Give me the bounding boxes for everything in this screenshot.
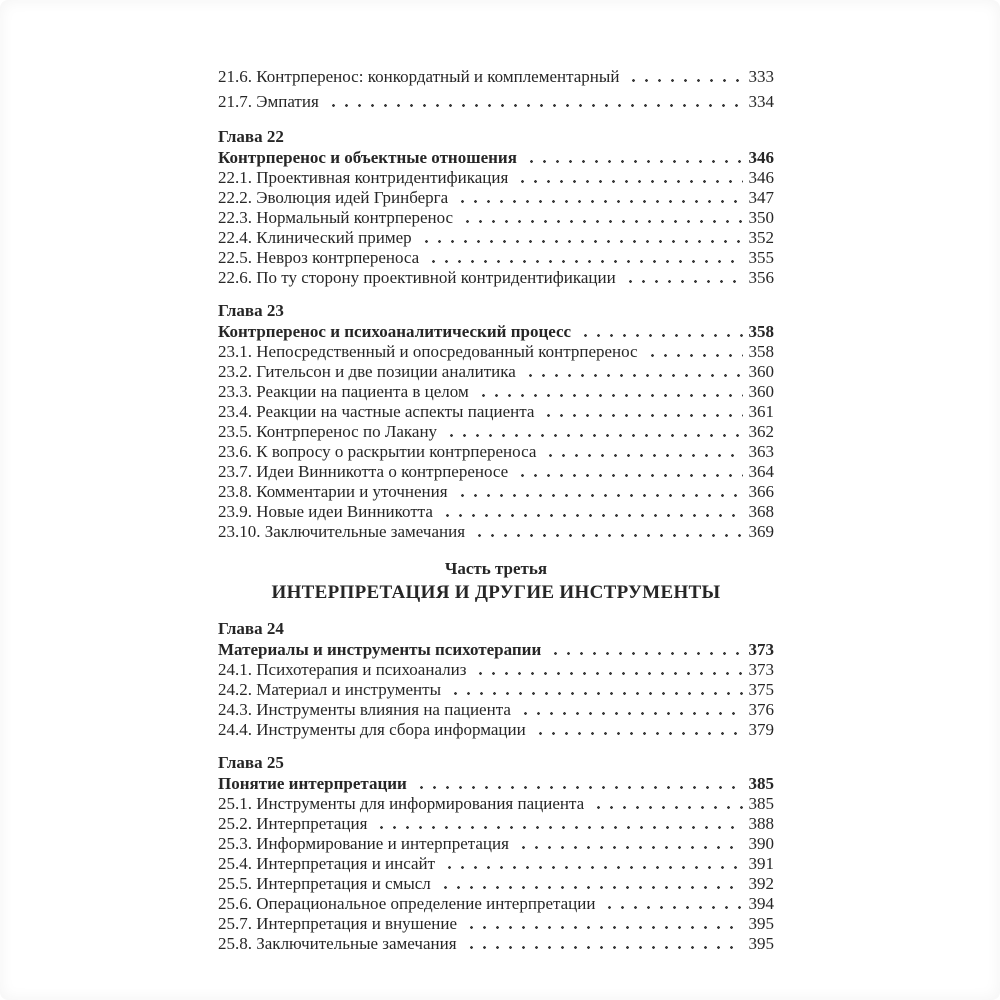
chapter-heading: Глава 24: [218, 619, 284, 638]
dot-leader-icon: [375, 826, 742, 829]
toc-entry-label: 22.5. Невроз контрпереноса: [218, 248, 420, 267]
chapter-title-label: Понятие интерпретации: [218, 774, 407, 793]
toc-entry-page: 369: [748, 522, 774, 541]
toc-entry: [218, 720, 774, 740]
toc-entry-page: 394: [748, 894, 774, 913]
toc-entry: [218, 382, 774, 402]
toc-entry: [218, 482, 774, 502]
dot-leader-icon: [603, 906, 742, 909]
toc-entry-label: 25.7. Интерпретация и внушение: [218, 914, 458, 933]
toc-entry: [218, 442, 774, 462]
toc-entry-label: 22.2. Эволюция идей Гринберга: [218, 188, 449, 207]
dot-leader-icon: [420, 240, 743, 243]
dot-leader-icon: [327, 104, 743, 107]
toc-entry-label: 25.3. Информирование и интерпретация: [218, 834, 509, 853]
chapter-title-page: 385: [748, 774, 774, 793]
dot-leader-icon: [427, 260, 742, 263]
toc-entry-page: 391: [748, 854, 774, 873]
dot-leader-icon: [517, 846, 743, 849]
toc-entry-label: 23.6. К вопросу о раскрытии контрпереноса: [218, 442, 537, 461]
dot-leader-icon: [627, 79, 742, 82]
toc-entry-page: 390: [748, 834, 774, 853]
toc-entry-label: 23.1. Непосредственный и опосредованный контрперенос: [218, 342, 638, 361]
toc-entry-label: 23.4. Реакции на частные аспекты пациента: [218, 402, 535, 421]
toc-entry-label: 23.3. Реакции на пациента в целом: [218, 382, 469, 401]
chapter-title-row: [218, 147, 774, 168]
toc-entry-label: 25.4. Интерпретация и инсайт: [218, 854, 436, 873]
toc-entry-page: 355: [748, 248, 774, 267]
toc-entry-page: 373: [748, 660, 774, 679]
toc-entry-label: 25.5. Интерпретация и смысл: [218, 874, 431, 893]
toc-entry: [218, 402, 774, 422]
dot-leader-icon: [473, 534, 742, 537]
toc-entry-label: 21.6. Контрперенос: конкордатный и комплементарный: [218, 67, 620, 86]
toc-entry-page: 361: [748, 402, 774, 421]
toc-entry-label: 25.1. Инструменты для информирования пациента: [218, 794, 585, 813]
toc-entry: [218, 188, 774, 208]
chapter-title-label: Материалы и инструменты психотерапии: [218, 640, 542, 659]
toc-entry: [218, 660, 774, 680]
dot-leader-icon: [579, 334, 742, 337]
dot-leader-icon: [415, 786, 743, 789]
dot-leader-icon: [592, 806, 742, 809]
toc-entry-label: 23.8. Комментарии и уточнения: [218, 482, 448, 501]
toc-entry-label: 23.7. Идеи Винникотта о контрпереносе: [218, 462, 509, 481]
chapter-title-label: Контрперенос и психоаналитический процесс: [218, 322, 572, 341]
toc-entry-page: 334: [748, 92, 774, 111]
toc-entry-page: 364: [748, 462, 774, 481]
dot-leader-icon: [456, 200, 742, 203]
chapter-title-row: [218, 773, 774, 794]
toc-entry: [218, 794, 774, 814]
dot-leader-icon: [474, 672, 742, 675]
toc-chapter: [218, 752, 774, 954]
toc-entry: [218, 462, 774, 482]
toc-entry: [218, 362, 774, 382]
toc-entry-label: 25.8. Заключительные замечания: [218, 934, 457, 953]
toc-entry-label: 22.6. По ту сторону проективной контридентификации: [218, 268, 616, 287]
dot-leader-icon: [542, 414, 742, 417]
toc-entry: [218, 208, 774, 228]
toc-entry-page: 363: [748, 442, 774, 461]
toc-entry-page: 333: [748, 67, 774, 86]
toc-entry: [218, 874, 774, 894]
toc-entry-page: 356: [748, 268, 774, 287]
toc-entry: [218, 834, 774, 854]
toc-entry: [218, 422, 774, 442]
toc-entry-page: 395: [748, 914, 774, 933]
toc-entry: [218, 342, 774, 362]
chapter-title-label: Контрперенос и объектные отношения: [218, 148, 517, 167]
toc-entry: [218, 268, 774, 288]
toc-entry-label: 23.5. Контрперенос по Лакану: [218, 422, 438, 441]
dot-leader-icon: [465, 946, 743, 949]
toc-entry: [218, 814, 774, 834]
dot-leader-icon: [534, 732, 743, 735]
toc-entry-page: 347: [748, 188, 774, 207]
dot-leader-icon: [525, 160, 743, 163]
toc-entry: [218, 934, 774, 954]
dot-leader-icon: [477, 394, 743, 397]
chapter-heading: Глава 25: [218, 753, 284, 772]
toc-entry-page: 392: [748, 874, 774, 893]
toc-entry-label: 23.9. Новые идеи Винникотта: [218, 502, 433, 521]
table-of-contents: [218, 64, 774, 954]
toc-entry: [218, 894, 774, 914]
dot-leader-icon: [646, 354, 743, 357]
dot-leader-icon: [516, 180, 742, 183]
toc-entry-page: 360: [748, 382, 774, 401]
toc-chapter: [218, 126, 774, 288]
dot-leader-icon: [519, 712, 743, 715]
toc-entry-page: 358: [748, 342, 774, 361]
toc-entry-page: 376: [748, 700, 774, 719]
chapter-title-page: 373: [748, 640, 774, 659]
toc-entry-page: 385: [748, 794, 774, 813]
toc-entry-label: 25.6. Операциональное определение интерпретации: [218, 894, 596, 913]
toc-entry-page: 350: [748, 208, 774, 227]
chapter-title-row: [218, 639, 774, 660]
dot-leader-icon: [624, 280, 743, 283]
dot-leader-icon: [443, 866, 742, 869]
toc-entry-page: 346: [748, 168, 774, 187]
toc-entry: [218, 502, 774, 522]
toc-entry: [218, 64, 774, 89]
part-title: ИНТЕРПРЕТАЦИЯ И ДРУГИЕ ИНСТРУМЕНТЫ: [271, 582, 721, 603]
part-kicker: Часть третья: [444, 559, 548, 578]
toc-entry-label: 22.3. Нормальный контрперенос: [218, 208, 454, 227]
dot-leader-icon: [445, 434, 742, 437]
toc-entry-label: 24.1. Психотерапия и психоанализ: [218, 660, 467, 679]
toc-entry: [218, 854, 774, 874]
toc-entry-label: 23.2. Гительсон и две позиции аналитика: [218, 362, 516, 381]
toc-entry: [218, 680, 774, 700]
toc-entry: [218, 914, 774, 934]
toc-entry: [218, 248, 774, 268]
toc-entry-page: 366: [748, 482, 774, 501]
chapter-title-row: [218, 321, 774, 342]
dot-leader-icon: [465, 926, 742, 929]
chapter-heading: Глава 22: [218, 127, 284, 146]
toc-entry-page: 375: [748, 680, 774, 699]
dot-leader-icon: [524, 374, 743, 377]
dot-leader-icon: [456, 494, 743, 497]
toc-lead-entries: [218, 64, 774, 114]
toc-chapter: [218, 300, 774, 542]
toc-entry-label: 22.1. Проективная контридентификация: [218, 168, 509, 187]
toc-entry-label: 24.2. Материал и инструменты: [218, 680, 442, 699]
toc-entry-page: 395: [748, 934, 774, 953]
dot-leader-icon: [516, 474, 742, 477]
toc-entry-page: 352: [748, 228, 774, 247]
toc-entry: [218, 522, 774, 542]
toc-entry-label: 25.2. Интерпретация: [218, 814, 368, 833]
toc-entry-page: 388: [748, 814, 774, 833]
dot-leader-icon: [549, 652, 742, 655]
toc-entry-page: 368: [748, 502, 774, 521]
toc-entry: [218, 228, 774, 248]
dot-leader-icon: [461, 220, 742, 223]
chapter-title-page: 346: [748, 148, 774, 167]
dot-leader-icon: [544, 454, 742, 457]
toc-entry-page: 379: [748, 720, 774, 739]
dot-leader-icon: [441, 514, 743, 517]
chapter-heading: Глава 23: [218, 301, 284, 320]
toc-entry: [218, 168, 774, 188]
toc-entry-page: 362: [748, 422, 774, 441]
dot-leader-icon: [449, 692, 742, 695]
dot-leader-icon: [439, 886, 743, 889]
toc-entry: [218, 89, 774, 114]
chapter-title-page: 358: [748, 322, 774, 341]
toc-chapter: [218, 618, 774, 740]
toc-entry-label: 24.4. Инструменты для сбора информации: [218, 720, 526, 739]
toc-entry-label: 22.4. Клинический пример: [218, 228, 412, 247]
toc-entry-label: 24.3. Инструменты влияния на пациента: [218, 700, 511, 719]
toc-entry-label: 21.7. Эмпатия: [218, 92, 319, 111]
toc-entry-label: 23.10. Заключительные замечания: [218, 522, 466, 541]
toc-entry-page: 360: [748, 362, 774, 381]
toc-entry: [218, 700, 774, 720]
part-divider: [218, 558, 774, 606]
